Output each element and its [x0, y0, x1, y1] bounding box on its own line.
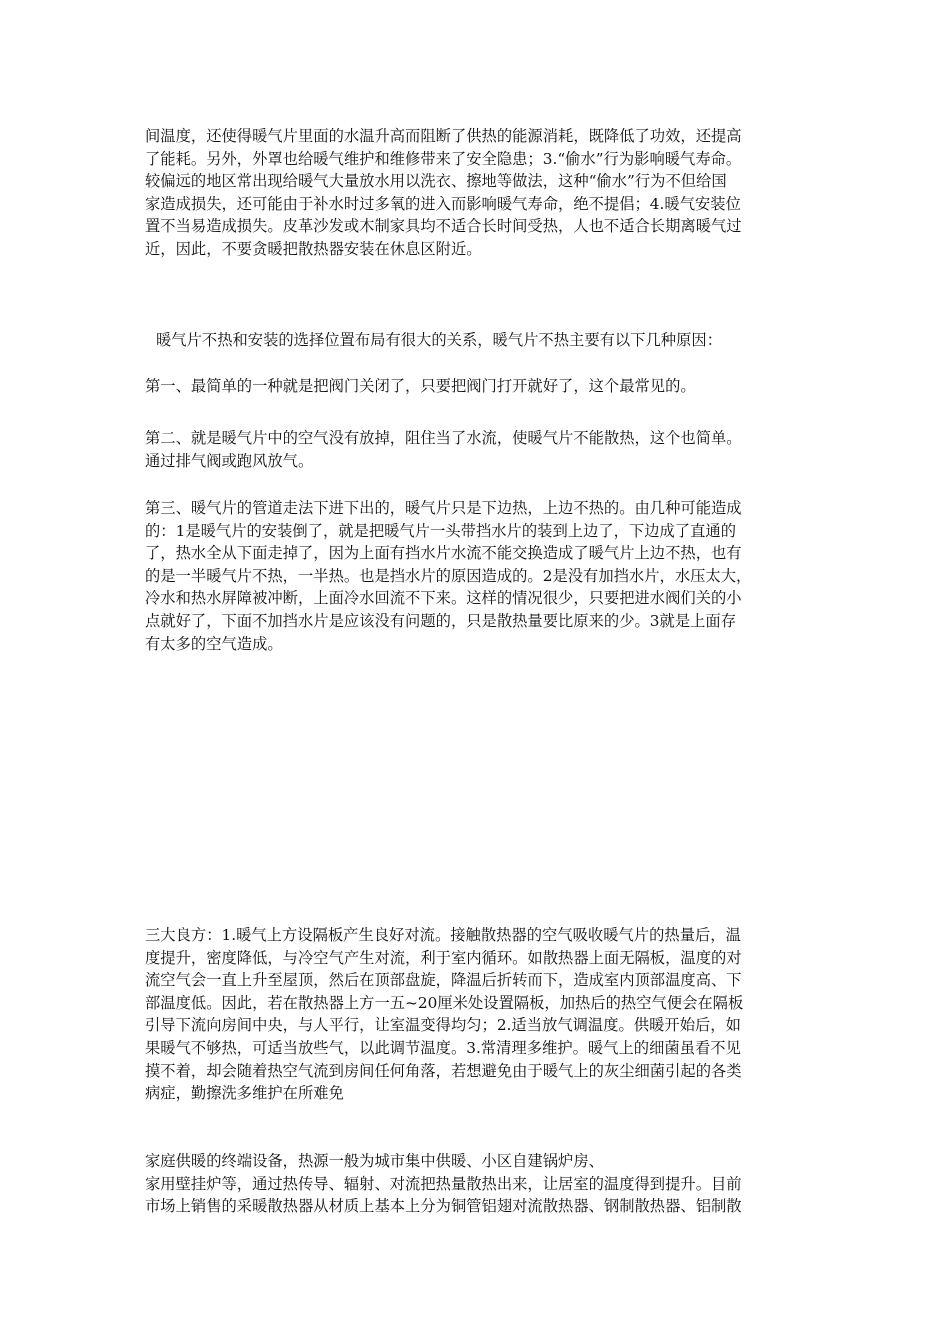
text-line: 通过排气阀或跑风放气。	[145, 451, 314, 470]
text-line: 家造成损失，还可能由于补水时过多氧的进入而影响暖气寿命，绝不提倡；4.暖气安装位	[145, 194, 741, 213]
text-line	[145, 329, 809, 352]
text-line: 摸不着，却会随着热空气流到房间任何角落，若想避免由于暖气上的灰尘细菌引起的各类	[145, 1061, 742, 1080]
text-line: 第三、暖气片的管道走法下进下出的，暖气片只是下边热，上边不热的。由几种可能造成	[145, 499, 742, 517]
text-line: 三大良方：1.暖气上方设隔板产生良好对流。接触散热器的空气吸收暖气片的热量后，温	[145, 926, 741, 944]
paragraph-home-heating-terminal	[145, 1150, 809, 1218]
paragraph-reason-first	[145, 375, 809, 398]
text-line-content: 暖气片不热和安装的选择位置布局有很大的关系，暖气片不热主要有以下几种原因：	[156, 331, 722, 349]
text-line: 了，热水全从下面走掉了，因为上面有挡水片水流不能交换造成了暖气片上边不热，也有	[145, 544, 742, 563]
text-line: 点就好了，下面不加挡水片是应该没有问题的，只是散热量要比原来的少。3就是上面存	[145, 611, 737, 630]
paragraph-three-remedies	[145, 924, 809, 1105]
text-line: 有太多的空气造成。	[145, 634, 283, 653]
text-line: 部温度低。因此，若在散热器上方一五~20厘米处设置隔板，加热后的热空气便会在隔板	[145, 993, 744, 1012]
text-line: 第二、就是暖气片中的空气没有放掉，阻住当了水流，使暖气片不能散热，这个也简单。	[145, 429, 742, 447]
text-line: 引导下流向房间中央，与人平行，让室温变得均匀；2.适当放气调温度。供暖开始后，如	[145, 1016, 741, 1035]
text-line: 病症，勤擦洗多维护在所难免	[145, 1084, 344, 1103]
text-line: 近，因此，不要贪暖把散热器安装在休息区附近。	[145, 239, 482, 258]
text-line: 冷水和热水屏障被冲断，上面冷水回流不下来。这样的情况很少，只要把进水阀们关的小	[145, 589, 742, 608]
text-line: 的：1是暖气片的安装倒了，就是把暖气片一头带挡水片的装到上边了，下边成了直通的	[145, 521, 737, 540]
text-line: 果暖气不够热，可适当放些气，以此调节温度。3.常清理多维护。暖气上的细菌虽看不见	[145, 1038, 741, 1057]
paragraph-reason-third	[145, 497, 809, 655]
text-line: 度提升，密度降低，与冷空气产生对流，利于室内循环。如散热器上面无隔板，温度的对	[145, 948, 742, 967]
text-line: 家庭供暖的终端设备，热源一般为城市集中供暖、小区自建锅炉房、	[145, 1152, 604, 1170]
text-line: 第一、最简单的一种就是把阀门关闭了，只要把阀门打开就好了，这个最常见的。	[145, 377, 696, 395]
text-line: 的是一半暖气片不热，一半热。也是挡水片的原因造成的。2是没有加挡水片，水压太大，	[145, 566, 752, 585]
paragraph-radiator-not-hot-intro	[145, 329, 809, 352]
paragraph-heating-tips-continued	[145, 125, 809, 261]
text-line: 了能耗。另外，外罩也给暖气维护和维修带来了安全隐患；3.“偷水”行为影响暖气寿命。	[145, 149, 742, 168]
text-line: 置不当易造成损失。皮革沙发或木制家具均不适合长时间受热，人也不适合长期离暖气过	[145, 217, 742, 236]
text-line: 流空气会一直上升至屋顶，然后在顶部盘旋，降温后折转而下，造成室内顶部温度高、下	[145, 971, 742, 990]
text-line: 较偏远的地区常出现给暖气大量放水用以洗衣、擦地等做法，这种“偷水”行为不但给国	[145, 172, 727, 191]
paragraph-reason-second	[145, 427, 809, 472]
text-line: 家用壁挂炉等，通过热传导、辐射、对流把热量散热出来，让居室的温度得到提升。目前	[145, 1174, 742, 1193]
text-line: 市场上销售的采暖散热器从材质上基本上分为铜管铝翅对流散热器、钢制散热器、铝制散	[145, 1197, 742, 1216]
text-line: 间温度，还使得暖气片里面的水温升高而阻断了供热的能源消耗，既降低了功效，还提高	[145, 127, 742, 145]
